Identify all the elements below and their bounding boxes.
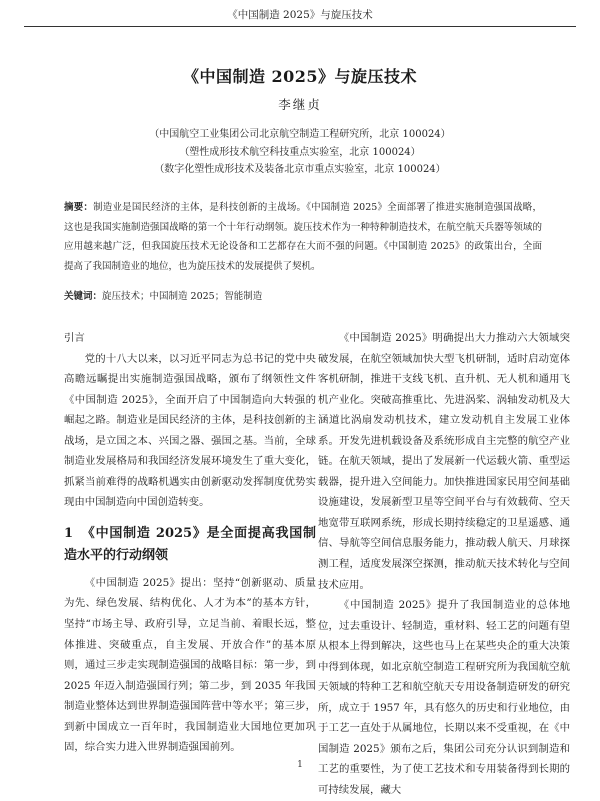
header-rule bbox=[24, 26, 576, 27]
paper-title: 《中国制造 2025》与旋压技术 bbox=[182, 67, 418, 86]
section-title: 《中国制造 2025》是全面提高我国制造水平的行动纲领 bbox=[64, 525, 316, 563]
keywords bbox=[64, 288, 542, 302]
affiliation-line: （数字化塑性成形技术及装备北京市重点实验室，北京 100024） bbox=[154, 164, 446, 175]
left-column bbox=[64, 328, 316, 758]
intro-heading: 引言 bbox=[64, 332, 85, 344]
affiliation-line: （塑性成形技术航空科技重点实验室，北京 100024） bbox=[179, 146, 421, 158]
affiliation-line: （中国航空工业集团公司北京航空制造工程研究所，北京 100024） bbox=[149, 129, 451, 140]
abstract-label: 摘要： bbox=[64, 202, 94, 213]
intro-paragraph: 党的十八大以来，以习近平同志为总书记的党中央高瞻远瞩提出实施制造强国战略，颁布了纲领性文件《中国制造 2025》，全面开启了中国制造向大转强的崛起之路。制造业是国民经济的主体，是科技创新的主战场，是立国之本、兴国之器、强国之基。当前，全球制造业发展格局和我国经济发展环境发生了重大变化，抓紧当前难得的战略机遇实由创新驱动发挥制度优势实现由中国制造向中国创造转变。 bbox=[64, 352, 316, 509]
keywords-label: 关键词： bbox=[64, 291, 103, 302]
section1-paragraph: 《中国制造 2025》提出：坚持“创新驱动、质量为先、绿色发展、结构优化、人才为本”的基本方针，坚持“市场主导、政府引导，立足当前、着眼长远，整体推进、突破重点，自主发展、开放合作”的基本原则，通过三步走实现制造强国的战略目标：第一步，到 2025 年迈入制造强国行列；第二步，到 2035 年我国制造业整体达到世界制造强国阵营中等水平；第三步，到新中国成立一百年时，我国制造业大国地位更加巩固，综合实力进入世界制造强国前列。 bbox=[64, 576, 316, 754]
abstract bbox=[64, 198, 542, 276]
section-heading bbox=[64, 523, 316, 567]
author-name: 李继贞 bbox=[278, 97, 322, 112]
section-number: 1 bbox=[64, 525, 74, 541]
running-head: 《中国制造 2025》与旋压技术 bbox=[227, 9, 373, 21]
affiliations bbox=[0, 126, 600, 179]
right-paragraph-1: 《中国制造 2025》明确提出大力推动六大领域突破发展，在航空领域加快大型飞机研制，适时启动宽体客机研制，推进干支线飞机、直升机、无人机和通用飞机产业化。突破高推重比、先进涡桨、涡轴发动机及大涵道比涡扇发动机技术，建立发动机自主发展工业体系。开发先进机载设备及系统形成自主完整的航空产业链。在航天领域，提出了发展新一代运载火箭、重型运载器，提升进入空间能力。加快推进国家民用空间基础设施建设，发展新型卫星等空间平台与有效载荷、空天地宽带互联网系统，形成长期持续稳定的卫星遥感、通信、导航等空间信息服务能力，推动载人航天、月球探测工程，适度发展深空探测，推动航天技术转化与空间技术应用。 bbox=[318, 332, 570, 591]
right-paragraph-2: 《中国制造 2025》提升了我国制造业的总体地位，过去重设计、轻制造，重材料、轻工艺的问题有望从根本上得到解决，这些也马上在某些央企的重大决策中得到体现，如北京航空制造工程研究所为我国航空航天领域的特种工艺和航空航天专用设备制造研发的研究所，成立于 1957 年，具有悠久的历史和行业地位，由于工艺一直处于从属地位，长期以来不受重视，在《中国制造 2025》颁布之后，集团公司充分认识到制造和工艺的重要性，为了使工艺技术和专用装备得到长期的可持续发展，藏大 bbox=[318, 599, 570, 797]
page-number: 1 bbox=[297, 760, 303, 770]
right-column bbox=[318, 328, 570, 801]
keywords-text: 旋压技术；中国制造 2025；智能制造 bbox=[102, 291, 263, 302]
abstract-text: 制造业是国民经济的主体，是科技创新的主战场。《中国制造 2025》全面部署了推进实施制造强国战略，这也是我国实施制造强国战略的第一个十年行动纲领。旋压技术作为一种特种制造技术，在航空航天兵器等领域的应用越来越广泛，但我国旋压技术无论设备和工艺都存在大而不强的问题。《中国制造 2025》的政策出台，全面提高了我国制造业的地位，也为旋压技术的发展提供了契机。 bbox=[64, 202, 542, 272]
